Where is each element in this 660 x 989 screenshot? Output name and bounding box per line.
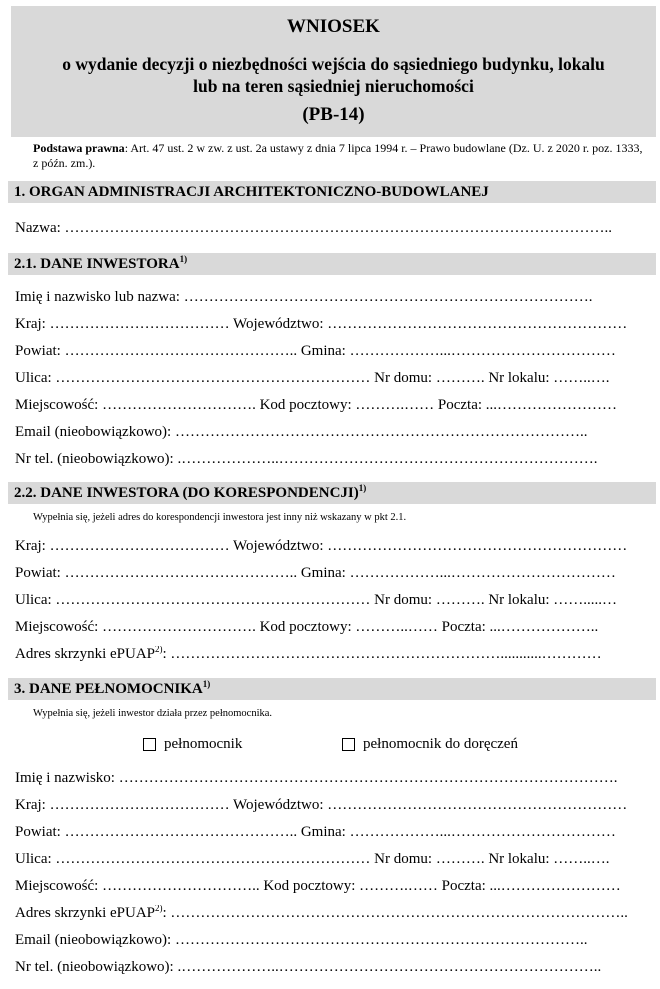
footnote-ref: 1) bbox=[202, 679, 211, 689]
field-telefon-pelnomocnika[interactable]: Nr tel. (nieobowiązkowo): .………………..……………………………………………………….. bbox=[15, 959, 602, 975]
field-epuap-koresp[interactable] bbox=[15, 646, 655, 663]
form-title: WNIOSEK bbox=[287, 16, 380, 37]
legal-basis bbox=[33, 141, 643, 171]
field-miejscowosc-pelnomocnika[interactable]: Miejscowość: ………………………….. Kod pocztowy: ……….…… Poczta: ...…………………… bbox=[15, 878, 621, 894]
section-3-header bbox=[8, 678, 656, 700]
field-ulica-nr-koresp[interactable]: Ulica: ……………………………………………………… Nr domu: ………. Nr lokalu: …….....… bbox=[15, 592, 618, 608]
section-3-title: 3. DANE PEŁNOMOCNIKA bbox=[14, 681, 203, 697]
legal-basis-label: Podstawa prawna bbox=[33, 141, 125, 155]
section-2-2-header bbox=[8, 482, 656, 504]
field-ulica-nr[interactable]: Ulica: ……………………………………………………… Nr domu: ………. Nr lokalu: ……..…. bbox=[15, 370, 610, 386]
epuap-label: Adres skrzynki ePUAP bbox=[15, 646, 155, 662]
field-imie-nazwisko-pelnomocnika[interactable]: Imię i nazwisko: ………………………………………………………………………………………. bbox=[15, 770, 618, 786]
checkbox-pelnomocnik-label: pełnomocnik bbox=[164, 736, 243, 752]
epuap-dots: : ……………………………………………………………………………….. bbox=[162, 905, 628, 921]
field-powiat-gmina[interactable]: Powiat: ……………………………………….. Gmina: ………………...…………………………… bbox=[15, 343, 616, 359]
section-2-1-title: 2.1. DANE INWESTORA bbox=[14, 256, 180, 272]
form-subtitle-line2: lub na teren sąsiedniej nieruchomości bbox=[193, 76, 474, 96]
section-2-2-title: 2.2. DANE INWESTORA (DO KORESPONDENCJI) bbox=[14, 485, 359, 501]
field-kraj-wojewodztwo-koresp[interactable]: Kraj: ……………………………… Województwo: …………………………………………………… bbox=[15, 538, 628, 554]
footnote-ref: 2) bbox=[155, 905, 163, 913]
epuap-label: Adres skrzynki ePUAP bbox=[15, 905, 155, 921]
form-subtitle bbox=[11, 53, 656, 97]
checkbox-pelnomocnik-doreczen[interactable] bbox=[342, 736, 518, 753]
form-code: (PB-14) bbox=[302, 104, 365, 125]
form-subtitle-line1: o wydanie decyzji o niezbędności wejścia do sąsiedniego budynku, lokalu bbox=[62, 54, 605, 74]
form-header bbox=[11, 6, 656, 137]
field-miejscowosc-koresp[interactable]: Miejscowość: …………………………. Kod pocztowy: ………..…… Poczta: ...……………….. bbox=[15, 619, 599, 635]
section-2-2-note: Wypełnia się, jeżeli adres do korespondencji inwestora jest inny niż wskazany w pkt 2.1. bbox=[33, 512, 407, 523]
field-nazwa-organu[interactable]: Nazwa: ……………………………………………………………………………………………….. bbox=[15, 220, 613, 236]
section-1-title: 1. ORGAN ADMINISTRACJI ARCHITEKTONICZNO-BUDOWLANEJ bbox=[14, 184, 489, 200]
field-email-pelnomocnika[interactable]: Email (nieobowiązkowo): ……………………………………………………………………….. bbox=[15, 932, 588, 948]
checkbox-pelnomocnik-doreczen-label: pełnomocnik do doręczeń bbox=[363, 736, 518, 752]
legal-basis-text: : Art. 47 ust. 2 w zw. z ust. 2a ustawy z dnia 7 lipca 1994 r. – Prawo budowlane (Dz. U. z 2020 r. poz. 1333, z późn. zm.). bbox=[33, 141, 643, 170]
section-2-1-header bbox=[8, 253, 656, 275]
section-3-note: Wypełnia się, jeżeli inwestor działa przez pełnomocnika. bbox=[33, 708, 273, 719]
section-1-header bbox=[8, 181, 656, 203]
field-kraj-wojewodztwo[interactable]: Kraj: ……………………………… Województwo: …………………………………………………… bbox=[15, 316, 628, 332]
field-miejscowosc-kod-poczta[interactable]: Miejscowość: …………………………. Kod pocztowy: ……….…… Poczta: ...…………………… bbox=[15, 397, 618, 413]
footnote-ref: 2) bbox=[155, 646, 163, 654]
epuap-dots: : …………………………………………………………...........………… bbox=[162, 646, 602, 662]
footnote-ref: 1) bbox=[179, 254, 188, 264]
field-email[interactable]: Email (nieobowiązkowo): ……………………………………………………………………….. bbox=[15, 424, 588, 440]
field-ulica-nr-pelnomocnika[interactable]: Ulica: ……………………………………………………… Nr domu: ………. Nr lokalu: ……..…. bbox=[15, 851, 610, 867]
field-imie-nazwa-inwestora[interactable]: Imię i nazwisko lub nazwa: ………………………………………………………………………. bbox=[15, 289, 593, 305]
footnote-ref: 1) bbox=[358, 483, 367, 493]
checkbox-icon[interactable] bbox=[143, 738, 156, 751]
field-epuap-pelnomocnika[interactable] bbox=[15, 905, 655, 922]
field-telefon[interactable]: Nr tel. (nieobowiązkowo): .………………..………………………………………………………. bbox=[15, 451, 598, 467]
field-powiat-gmina-pelnomocnika[interactable]: Powiat: ……………………………………….. Gmina: ………………...…………………………… bbox=[15, 824, 616, 840]
checkbox-icon[interactable] bbox=[342, 738, 355, 751]
field-kraj-wojewodztwo-pelnomocnika[interactable]: Kraj: ……………………………… Województwo: …………………………………………………… bbox=[15, 797, 628, 813]
checkbox-pelnomocnik[interactable] bbox=[143, 736, 242, 753]
field-powiat-gmina-koresp[interactable]: Powiat: ……………………………………….. Gmina: ………………...…………………………… bbox=[15, 565, 616, 581]
